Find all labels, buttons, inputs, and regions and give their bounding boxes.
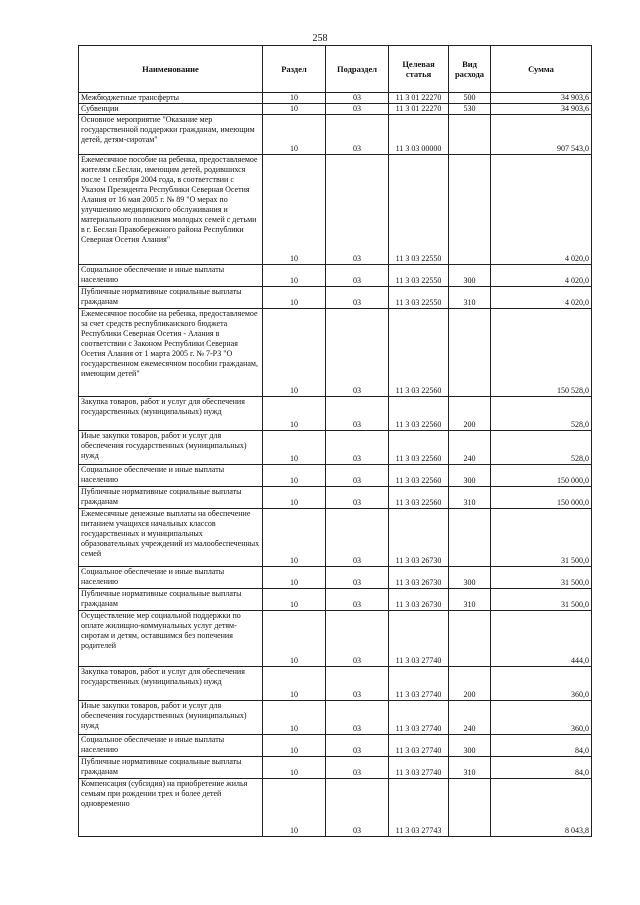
row-name-cell: Ежемесячные денежные выплаты на обеспечение питанием учащихся начальных классов государственных и муниципальных образовательных учреждений из малообеспеченных семей	[79, 509, 263, 567]
row-target-cell: 11 3 03 27740	[389, 701, 449, 735]
row-target-cell: 11 3 03 22560	[389, 397, 449, 431]
row-vid-cell: 200	[449, 397, 491, 431]
row-vid-cell: 310	[449, 487, 491, 509]
row-vid-cell: 500	[449, 93, 491, 104]
row-vid-cell	[449, 779, 491, 837]
row-vid-cell: 530	[449, 104, 491, 115]
row-target-cell: 11 3 03 22550	[389, 265, 449, 287]
row-razdel-cell: 10	[263, 567, 326, 589]
table-row	[79, 465, 592, 487]
row-razdel-cell: 10	[263, 265, 326, 287]
row-name-cell: Иные закупки товаров, работ и услуг для обеспечения государственных (муниципальных) нужд	[79, 431, 263, 465]
header-sum: Сумма	[491, 46, 592, 93]
table-row	[79, 93, 592, 104]
row-razdel-cell: 10	[263, 611, 326, 667]
row-razdel-cell: 10	[263, 155, 326, 265]
table-row	[79, 779, 592, 837]
row-target-cell: 11 3 01 22270	[389, 104, 449, 115]
row-vid-cell: 200	[449, 667, 491, 701]
page-number: 258	[312, 33, 328, 44]
row-vid-cell: 310	[449, 589, 491, 611]
table-row	[79, 309, 592, 397]
row-razdel-cell: 10	[263, 104, 326, 115]
header-name: Наименование	[79, 46, 263, 93]
row-name-cell: Социальное обеспечение и иные выплаты населению	[79, 735, 263, 757]
row-razdel-cell: 10	[263, 287, 326, 309]
row-sum-cell: 360,0	[491, 667, 592, 701]
row-target-cell: 11 3 03 27740	[389, 611, 449, 667]
table-row	[79, 397, 592, 431]
table-row	[79, 567, 592, 589]
table-row	[79, 757, 592, 779]
row-razdel-cell: 10	[263, 589, 326, 611]
table-row	[79, 155, 592, 265]
row-razdel-cell: 10	[263, 397, 326, 431]
row-sum-cell: 31 500,0	[491, 509, 592, 567]
row-sum-cell: 84,0	[491, 757, 592, 779]
row-vid-cell: 240	[449, 431, 491, 465]
row-target-cell: 11 3 03 26730	[389, 567, 449, 589]
row-razdel-cell: 10	[263, 667, 326, 701]
row-sum-cell: 360,0	[491, 701, 592, 735]
row-target-cell: 11 3 03 27740	[389, 757, 449, 779]
row-target-cell: 11 3 03 00000	[389, 115, 449, 155]
header-vid: Вид расхода	[449, 46, 491, 93]
row-sum-cell: 31 500,0	[491, 589, 592, 611]
row-sum-cell: 907 543,0	[491, 115, 592, 155]
row-podrazdel-cell: 03	[326, 509, 389, 567]
row-podrazdel-cell: 03	[326, 779, 389, 837]
table-row	[79, 115, 592, 155]
row-razdel-cell: 10	[263, 431, 326, 465]
row-target-cell: 11 3 03 27743	[389, 779, 449, 837]
row-name-cell: Публичные нормативные социальные выплаты гражданам	[79, 487, 263, 509]
row-name-cell: Социальное обеспечение и иные выплаты населению	[79, 265, 263, 287]
row-podrazdel-cell: 03	[326, 104, 389, 115]
row-sum-cell: 4 020,0	[491, 155, 592, 265]
row-podrazdel-cell: 03	[326, 567, 389, 589]
row-name-cell: Основное мероприятие "Оказание мер государственной поддержки гражданам, имеющим детей, детям-сиротам"	[79, 115, 263, 155]
row-podrazdel-cell: 03	[326, 93, 389, 104]
table-row	[79, 701, 592, 735]
row-vid-cell	[449, 309, 491, 397]
row-podrazdel-cell: 03	[326, 589, 389, 611]
table-row	[79, 487, 592, 509]
row-sum-cell: 31 500,0	[491, 567, 592, 589]
row-razdel-cell: 10	[263, 779, 326, 837]
row-sum-cell: 34 903,6	[491, 104, 592, 115]
row-podrazdel-cell: 03	[326, 265, 389, 287]
row-name-cell: Закупка товаров, работ и услуг для обеспечения государственных (муниципальных) нужд	[79, 397, 263, 431]
row-podrazdel-cell: 03	[326, 667, 389, 701]
row-sum-cell: 84,0	[491, 735, 592, 757]
row-name-cell: Субвенции	[79, 104, 263, 115]
row-target-cell: 11 3 01 22270	[389, 93, 449, 104]
row-vid-cell: 300	[449, 567, 491, 589]
row-sum-cell: 150 000,0	[491, 487, 592, 509]
row-razdel-cell: 10	[263, 509, 326, 567]
row-razdel-cell: 10	[263, 735, 326, 757]
row-target-cell: 11 3 03 22560	[389, 309, 449, 397]
row-name-cell: Ежемесячное пособие на ребенка, предоставляемое за счет средств республиканского бюджета Республики Северная Осетия - Алания в соответствии с Законом Республики Северная Осетия Алания от 1 марта 2005 г. № 7-РЗ "О государственном ежемесячном пособии гражданам, имеющим детей"	[79, 309, 263, 397]
table-row	[79, 735, 592, 757]
header-razdel: Раздел	[263, 46, 326, 93]
row-sum-cell: 528,0	[491, 431, 592, 465]
row-podrazdel-cell: 03	[326, 735, 389, 757]
row-target-cell: 11 3 03 22550	[389, 155, 449, 265]
row-name-cell: Публичные нормативные социальные выплаты гражданам	[79, 287, 263, 309]
row-razdel-cell: 10	[263, 701, 326, 735]
row-razdel-cell: 10	[263, 115, 326, 155]
row-razdel-cell: 10	[263, 465, 326, 487]
budget-table	[78, 45, 592, 837]
row-sum-cell: 150 000,0	[491, 465, 592, 487]
row-name-cell: Ежемесячное пособие на ребенка, предоставляемое жителям г.Беслан, имеющим детей, родившихся после 1 сентября 2004 года, в соответствии с Указом Президента Республики Северная Осетия Алания от 16 мая 2005 г. № 89 "О мерах по улучшению медицинского обслуживания и материального положения молодых семей с детьми в г. Беслан Правобережного района Республики Северная Осетия Алания"	[79, 155, 263, 265]
row-target-cell: 11 3 03 26730	[389, 589, 449, 611]
row-vid-cell: 310	[449, 757, 491, 779]
row-name-cell: Публичные нормативные социальные выплаты гражданам	[79, 589, 263, 611]
row-podrazdel-cell: 03	[326, 611, 389, 667]
row-name-cell: Социальное обеспечение и иные выплаты населению	[79, 465, 263, 487]
row-name-cell: Социальное обеспечение и иные выплаты населению	[79, 567, 263, 589]
table-row	[79, 509, 592, 567]
table-row	[79, 589, 592, 611]
row-name-cell: Закупка товаров, работ и услуг для обеспечения государственных (муниципальных) нужд	[79, 667, 263, 701]
row-sum-cell: 34 903,6	[491, 93, 592, 104]
row-vid-cell	[449, 115, 491, 155]
row-podrazdel-cell: 03	[326, 487, 389, 509]
row-sum-cell: 150 528,0	[491, 309, 592, 397]
table-row	[79, 104, 592, 115]
row-target-cell: 11 3 03 26730	[389, 509, 449, 567]
header-target: Целевая статья	[389, 46, 449, 93]
table-header-row	[79, 46, 592, 93]
row-razdel-cell: 10	[263, 757, 326, 779]
table-row	[79, 667, 592, 701]
row-podrazdel-cell: 03	[326, 701, 389, 735]
row-podrazdel-cell: 03	[326, 465, 389, 487]
row-podrazdel-cell: 03	[326, 287, 389, 309]
table-row	[79, 287, 592, 309]
row-target-cell: 11 3 03 27740	[389, 735, 449, 757]
row-name-cell: Осуществление мер социальной поддержки по оплате жилищно-коммунальных услуг детям-сиротам и детям, оставшимся без попечения родителей	[79, 611, 263, 667]
row-vid-cell: 300	[449, 465, 491, 487]
row-vid-cell: 300	[449, 735, 491, 757]
row-target-cell: 11 3 03 27740	[389, 667, 449, 701]
row-target-cell: 11 3 03 22560	[389, 487, 449, 509]
row-razdel-cell: 10	[263, 487, 326, 509]
row-sum-cell: 4 020,0	[491, 287, 592, 309]
row-podrazdel-cell: 03	[326, 115, 389, 155]
row-razdel-cell: 10	[263, 309, 326, 397]
row-podrazdel-cell: 03	[326, 397, 389, 431]
row-sum-cell: 528,0	[491, 397, 592, 431]
row-podrazdel-cell: 03	[326, 309, 389, 397]
row-name-cell: Публичные нормативные социальные выплаты гражданам	[79, 757, 263, 779]
header-podrazdel: Подраздел	[326, 46, 389, 93]
table-row	[79, 611, 592, 667]
row-sum-cell: 4 020,0	[491, 265, 592, 287]
row-name-cell: Компенсация (субсидия) на приобретение жилья семьям при рождении трех и более детей одновременно	[79, 779, 263, 837]
row-target-cell: 11 3 03 22550	[389, 287, 449, 309]
row-vid-cell: 300	[449, 265, 491, 287]
row-podrazdel-cell: 03	[326, 757, 389, 779]
table-body	[79, 93, 592, 837]
row-name-cell: Иные закупки товаров, работ и услуг для обеспечения государственных (муниципальных) нужд	[79, 701, 263, 735]
row-sum-cell: 444,0	[491, 611, 592, 667]
table-row	[79, 265, 592, 287]
table-row	[79, 431, 592, 465]
row-sum-cell: 8 043,8	[491, 779, 592, 837]
row-razdel-cell: 10	[263, 93, 326, 104]
row-podrazdel-cell: 03	[326, 431, 389, 465]
row-vid-cell: 310	[449, 287, 491, 309]
row-name-cell: Межбюджетные трансферты	[79, 93, 263, 104]
row-target-cell: 11 3 03 22560	[389, 431, 449, 465]
row-podrazdel-cell: 03	[326, 155, 389, 265]
row-vid-cell: 240	[449, 701, 491, 735]
row-vid-cell	[449, 155, 491, 265]
row-vid-cell	[449, 611, 491, 667]
row-vid-cell	[449, 509, 491, 567]
row-target-cell: 11 3 03 22560	[389, 465, 449, 487]
